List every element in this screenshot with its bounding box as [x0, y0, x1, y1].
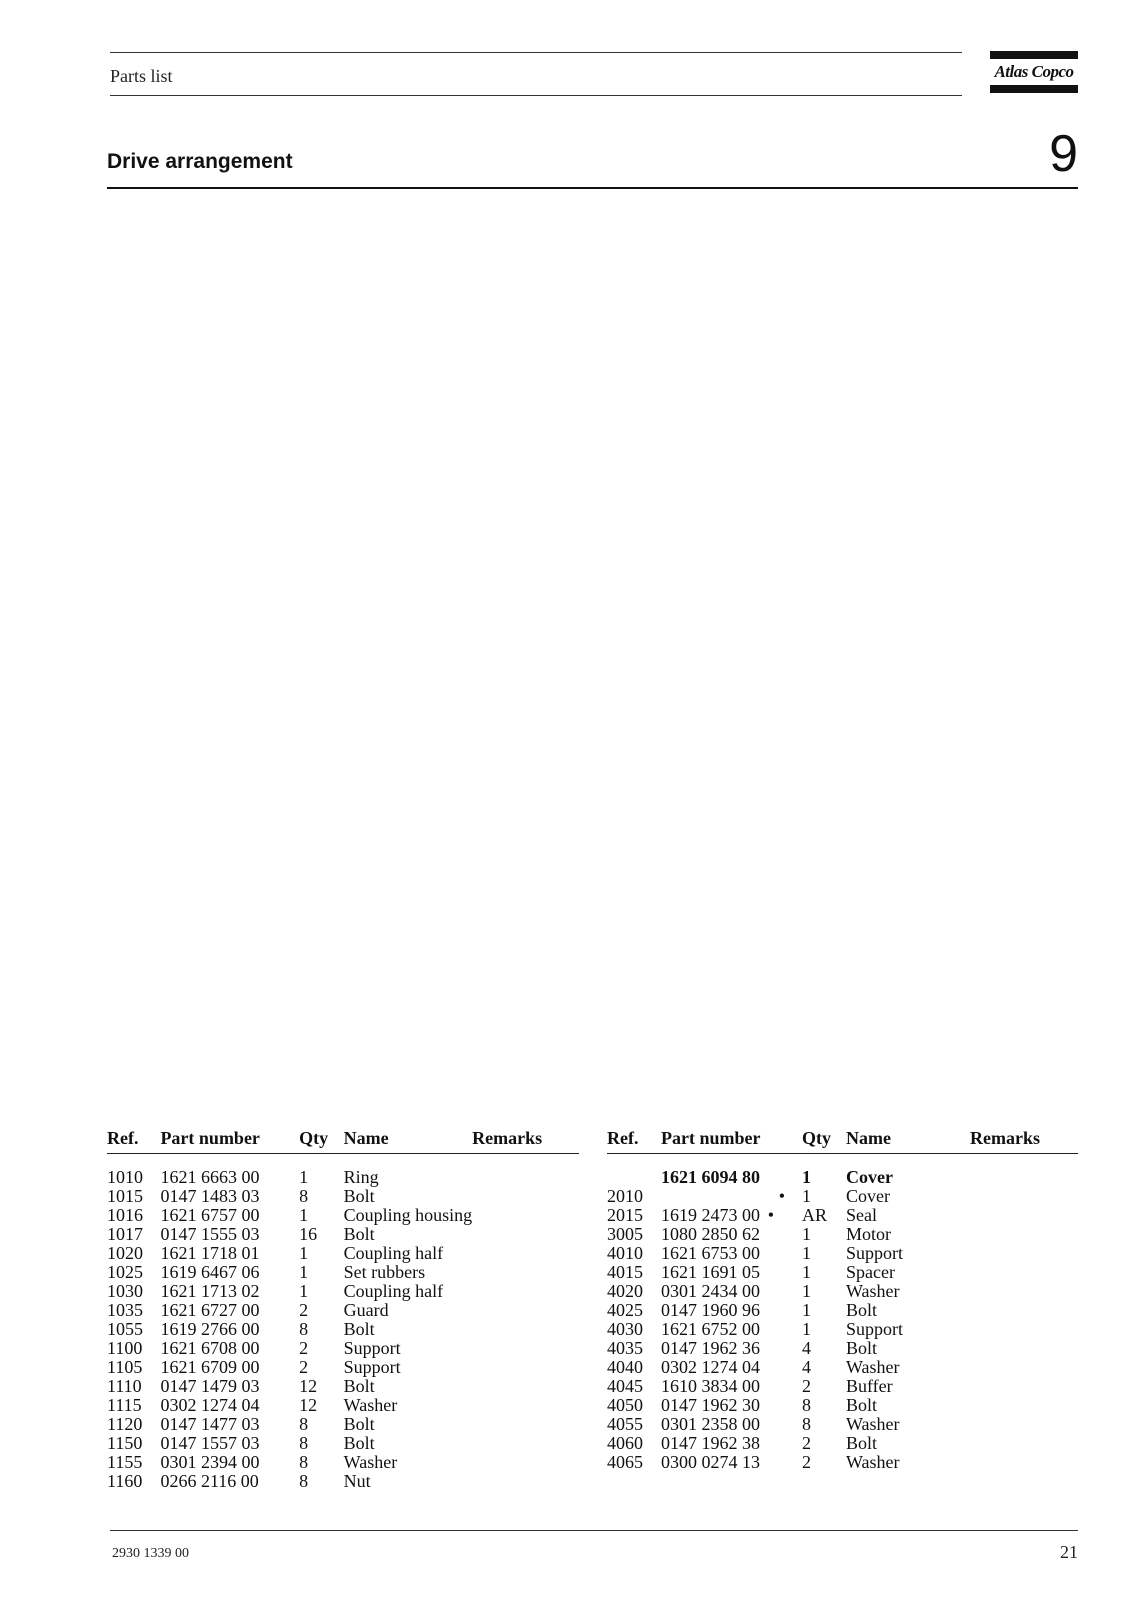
cell-qty: 1: [299, 1167, 309, 1187]
cell-qty: 1: [802, 1243, 811, 1263]
cell-part-number: [160, 1263, 299, 1282]
footer-rule: [110, 1530, 1078, 1531]
cell-qty: 12: [299, 1376, 318, 1396]
table-row: [107, 1206, 579, 1225]
document-number: 2930 1339 00: [112, 1546, 189, 1561]
column-header-name: Name: [344, 1128, 473, 1154]
cell-remarks: [970, 1434, 1078, 1453]
column-header-qty: Qty: [802, 1128, 846, 1154]
cell-part-number: [160, 1377, 299, 1396]
part-number-text: 0147 1483 03: [160, 1186, 260, 1206]
table-row: [107, 1377, 579, 1396]
logo-text: Atlas Copco: [994, 62, 1074, 81]
cell-part-number: [661, 1206, 802, 1225]
parts-table-left-body: [107, 1154, 579, 1492]
brand-logo: [990, 51, 1078, 93]
part-number-text: 0302 1274 04: [661, 1357, 760, 1377]
part-number-text: 1619 2473 00: [661, 1205, 760, 1225]
cell-part-number: [160, 1301, 299, 1320]
kit-marker: •: [778, 1186, 785, 1206]
cell-name: Spacer: [846, 1262, 895, 1282]
table-row: [607, 1263, 1078, 1282]
part-number-text: 0147 1479 03: [160, 1376, 260, 1396]
part-number-text: 0147 1962 30: [661, 1395, 760, 1415]
part-number-text: 0147 1555 03: [160, 1224, 260, 1244]
table-row: [607, 1206, 1078, 1225]
table-row: [107, 1282, 579, 1301]
column-header-qty: Qty: [299, 1128, 344, 1154]
cell-ref: 1010: [107, 1167, 143, 1187]
cell-ref: 1160: [107, 1471, 143, 1491]
parts-table-right: [607, 1128, 1078, 1472]
cell-remarks: [472, 1187, 579, 1206]
cell-name: Buffer: [846, 1376, 893, 1396]
cell-part-number: [661, 1244, 802, 1263]
parts-table-right-body: [607, 1154, 1078, 1473]
table-row: [107, 1244, 579, 1263]
part-number-text: 1621 6752 00: [661, 1319, 760, 1339]
cell-qty: 4: [802, 1357, 811, 1377]
cell-name: Guard: [343, 1300, 389, 1320]
cell-ref: 4015: [607, 1262, 643, 1282]
cell-name: Bolt: [343, 1319, 375, 1339]
cell-remarks: [472, 1358, 579, 1377]
cell-ref: 4020: [607, 1281, 643, 1301]
table-row: [607, 1358, 1078, 1377]
header-rule-bottom: [110, 95, 962, 96]
cell-qty: 1: [299, 1262, 309, 1282]
cell-ref: 4025: [607, 1300, 643, 1320]
cell-ref: 1030: [107, 1281, 143, 1301]
table-row: [107, 1339, 579, 1358]
cell-qty: 2: [299, 1357, 309, 1377]
cell-part-number: [160, 1206, 299, 1225]
cell-remarks: [472, 1415, 579, 1434]
header-rule-top: [110, 52, 962, 53]
table-row: [107, 1187, 579, 1206]
cell-ref: 1025: [107, 1262, 143, 1282]
cell-remarks: [970, 1282, 1078, 1301]
cell-ref: 1155: [107, 1452, 143, 1472]
cell-name: Bolt: [343, 1224, 375, 1244]
cell-name: Ring: [343, 1167, 379, 1187]
cell-name: Nut: [343, 1471, 371, 1491]
table-row: [107, 1472, 579, 1491]
table-row: [107, 1320, 579, 1339]
cell-qty: 8: [299, 1319, 309, 1339]
cell-name: Coupling half: [343, 1281, 444, 1301]
cell-part-number: [160, 1472, 299, 1491]
part-number-text: 0302 1274 04: [160, 1395, 260, 1415]
cell-remarks: [472, 1301, 579, 1320]
table-row: [607, 1339, 1078, 1358]
cell-qty: 1: [802, 1281, 811, 1301]
cell-remarks: [472, 1472, 579, 1491]
cell-ref: 4060: [607, 1433, 643, 1453]
column-header-remarks: Remarks: [970, 1128, 1078, 1154]
cell-qty: 2: [299, 1300, 309, 1320]
table-row: [107, 1168, 579, 1187]
table-row: [107, 1453, 579, 1472]
cell-remarks: [970, 1396, 1078, 1415]
part-number-text: 1621 6709 00: [160, 1357, 260, 1377]
cell-ref: 4010: [607, 1243, 643, 1263]
part-number-text: 1621 6753 00: [661, 1243, 760, 1263]
cell-remarks: [970, 1206, 1078, 1225]
logo-bar-top: [990, 51, 1078, 59]
cell-qty: 8: [299, 1186, 309, 1206]
table-row: [607, 1453, 1078, 1472]
cell-qty: 2: [802, 1376, 811, 1396]
drawing-area: [107, 200, 1078, 1120]
part-number-text: 1621 6757 00: [160, 1205, 260, 1225]
cell-ref: 1035: [107, 1300, 143, 1320]
cell-name: Support: [846, 1319, 904, 1339]
column-header-ref: Ref.: [107, 1128, 160, 1154]
cell-part-number: [661, 1453, 802, 1472]
cell-ref: [607, 1168, 661, 1187]
cell-qty: 8: [299, 1452, 309, 1472]
cell-ref: 4055: [607, 1414, 643, 1434]
part-number-text: 1610 3834 00: [661, 1376, 760, 1396]
cell-ref: 1020: [107, 1243, 143, 1263]
cell-qty: AR: [802, 1205, 828, 1225]
table-row: [607, 1225, 1078, 1244]
cell-remarks: [472, 1282, 579, 1301]
cell-name: Support: [846, 1243, 904, 1263]
table-row: [607, 1377, 1078, 1396]
table-row: [107, 1301, 579, 1320]
part-number-text: 1619 6467 06: [160, 1262, 260, 1282]
part-number-text: 0301 2394 00: [160, 1452, 260, 1472]
cell-name: Motor: [846, 1224, 891, 1244]
cell-part-number: [661, 1339, 802, 1358]
cell-ref: 1100: [107, 1338, 143, 1358]
table-row: [607, 1244, 1078, 1263]
cell-name: Set rubbers: [343, 1262, 426, 1282]
cell-name: Washer: [846, 1452, 900, 1472]
cell-remarks: [472, 1377, 579, 1396]
cell-part-number: [661, 1320, 802, 1339]
part-number-text: 0147 1962 38: [661, 1433, 760, 1453]
column-header-remarks: Remarks: [472, 1128, 579, 1154]
table-row: [607, 1415, 1078, 1434]
parts-table-left: [107, 1128, 579, 1491]
cell-ref: 4030: [607, 1319, 643, 1339]
column-header-part-number: Part number: [661, 1128, 802, 1154]
cell-qty: 1: [299, 1281, 309, 1301]
cell-name: Bolt: [343, 1414, 375, 1434]
table-row: [607, 1282, 1078, 1301]
cell-part-number: [661, 1187, 802, 1206]
cell-part-number: [160, 1358, 299, 1377]
part-number-text: 1621 6708 00: [160, 1338, 260, 1358]
cell-name: Washer: [846, 1357, 900, 1377]
part-number-text: 0301 2358 00: [661, 1414, 760, 1434]
cell-remarks: [970, 1301, 1078, 1320]
table-row: [607, 1301, 1078, 1320]
section-number: 9: [1049, 125, 1078, 183]
cell-remarks: [472, 1434, 579, 1453]
cell-name: Support: [343, 1338, 401, 1358]
cell-part-number: [160, 1434, 299, 1453]
cell-part-number: [661, 1282, 802, 1301]
cell-name: Washer: [343, 1452, 398, 1472]
section-title: Drive arrangement: [107, 150, 293, 173]
part-number-text: 0147 1960 96: [661, 1300, 760, 1320]
cell-qty: 2: [802, 1452, 811, 1472]
table-row: [107, 1434, 579, 1453]
cell-qty: 1: [802, 1319, 811, 1339]
part-number-text: 0147 1477 03: [160, 1414, 260, 1434]
cell-part-number: [661, 1168, 802, 1187]
cell-name: Bolt: [343, 1376, 375, 1396]
cell-part-number: [661, 1377, 802, 1396]
cell-qty: 1: [802, 1224, 811, 1244]
cell-remarks: [472, 1339, 579, 1358]
part-number-text: 0266 2116 00: [160, 1471, 259, 1491]
part-number-text: 1621 6663 00: [160, 1167, 260, 1187]
table-row: [607, 1168, 1078, 1187]
cell-ref: 4040: [607, 1357, 643, 1377]
cell-remarks: [970, 1320, 1078, 1339]
cell-ref: 4045: [607, 1376, 643, 1396]
cell-ref: 1150: [107, 1433, 143, 1453]
part-number-text: 0147 1962 36: [661, 1338, 760, 1358]
cell-part-number: [661, 1225, 802, 1244]
cell-part-number: [661, 1434, 802, 1453]
cell-remarks: [472, 1320, 579, 1339]
logo-bar-bottom: [990, 85, 1078, 93]
header-label: Parts list: [110, 66, 173, 86]
cell-qty: 8: [802, 1414, 811, 1434]
cell-remarks: [970, 1415, 1078, 1434]
cell-ref: 1015: [107, 1186, 143, 1206]
part-number-text: 0147 1557 03: [160, 1433, 260, 1453]
part-number-text: 1621 1718 01: [160, 1243, 260, 1263]
cell-ref: 1016: [107, 1205, 143, 1225]
cell-remarks: [970, 1187, 1078, 1206]
cell-qty: 1: [802, 1300, 811, 1320]
cell-qty: 16: [299, 1224, 318, 1244]
cell-qty: 2: [802, 1433, 811, 1453]
cell-remarks: [472, 1244, 579, 1263]
cell-name: Cover: [846, 1186, 890, 1206]
table-row: [107, 1396, 579, 1415]
cell-qty: 8: [299, 1433, 309, 1453]
cell-part-number: [661, 1415, 802, 1434]
cell-remarks: [970, 1225, 1078, 1244]
table-row: [607, 1396, 1078, 1415]
cell-part-number: [160, 1396, 299, 1415]
cell-remarks: [970, 1358, 1078, 1377]
cell-part-number: [160, 1187, 299, 1206]
cell-qty: 8: [802, 1395, 811, 1415]
cell-name: Bolt: [343, 1433, 375, 1453]
cell-qty: 1: [802, 1186, 811, 1206]
cell-part-number: [160, 1168, 299, 1187]
cell-remarks: [472, 1453, 579, 1472]
cell-name: Support: [343, 1357, 401, 1377]
cell-remarks: [970, 1168, 1078, 1187]
cell-qty: 1: [299, 1205, 309, 1225]
cell-part-number: [160, 1415, 299, 1434]
table-row: [607, 1434, 1078, 1453]
cell-qty: 4: [802, 1338, 811, 1358]
cell-qty: 8: [299, 1471, 309, 1491]
cell-ref: 2015: [607, 1205, 643, 1225]
table-header-row: [107, 1128, 579, 1154]
cell-part-number: [160, 1282, 299, 1301]
cell-qty: 8: [299, 1414, 309, 1434]
cell-ref: 3005: [607, 1224, 643, 1244]
cell-remarks: [472, 1206, 579, 1225]
cell-remarks: [970, 1377, 1078, 1396]
table-row: [107, 1415, 579, 1434]
cell-qty: 1: [299, 1243, 309, 1263]
cell-part-number: [160, 1320, 299, 1339]
section-rule: [107, 187, 1078, 189]
cell-remarks: [970, 1453, 1078, 1472]
cell-part-number: [661, 1301, 802, 1320]
cell-name: Bolt: [846, 1395, 878, 1415]
cell-ref: 2010: [607, 1186, 643, 1206]
cell-name: Washer: [846, 1414, 900, 1434]
cell-name: Washer: [343, 1395, 398, 1415]
table-row: [607, 1187, 1078, 1206]
kit-marker: •: [767, 1205, 774, 1225]
cell-ref: 1105: [107, 1357, 143, 1377]
table-row: [607, 1320, 1078, 1339]
cell-part-number: [661, 1263, 802, 1282]
cell-part-number: [661, 1396, 802, 1415]
cell-ref: 4065: [607, 1452, 643, 1472]
cell-qty: 1: [802, 1167, 811, 1187]
cell-ref: 1110: [107, 1376, 142, 1396]
cell-part-number: [661, 1358, 802, 1377]
cell-ref: 4050: [607, 1395, 643, 1415]
part-number-text: 1621 1713 02: [160, 1281, 260, 1301]
table-header-row: [607, 1128, 1078, 1154]
cell-name: Bolt: [846, 1300, 878, 1320]
cell-part-number: [160, 1244, 299, 1263]
part-number-text: 1621 1691 05: [661, 1262, 760, 1282]
cell-name: Washer: [846, 1281, 900, 1301]
page-number: 21: [1060, 1542, 1078, 1562]
cell-ref: 1017: [107, 1224, 143, 1244]
cell-name: Cover: [846, 1167, 893, 1187]
cell-qty: 1: [802, 1262, 811, 1282]
cell-remarks: [472, 1396, 579, 1415]
cell-ref: 4035: [607, 1338, 643, 1358]
cell-name: Bolt: [343, 1186, 375, 1206]
cell-name: Coupling housing: [343, 1205, 473, 1225]
column-header-part-number: Part number: [160, 1128, 299, 1154]
cell-remarks: [472, 1168, 579, 1187]
cell-remarks: [472, 1225, 579, 1244]
table-row: [107, 1225, 579, 1244]
cell-part-number: [160, 1339, 299, 1358]
cell-name: Bolt: [846, 1433, 878, 1453]
cell-remarks: [970, 1263, 1078, 1282]
cell-ref: 1055: [107, 1319, 143, 1339]
table-row: [107, 1358, 579, 1377]
cell-name: Coupling half: [343, 1243, 444, 1263]
column-header-ref: Ref.: [607, 1128, 661, 1154]
part-number-text: 1619 2766 00: [160, 1319, 260, 1339]
part-number-text: 1080 2850 62: [661, 1224, 760, 1244]
table-row: [107, 1263, 579, 1282]
cell-name: Bolt: [846, 1338, 878, 1358]
part-number-text: 0300 0274 13: [661, 1452, 760, 1472]
part-number-text: 1621 6094 80: [661, 1167, 760, 1187]
cell-qty: 2: [299, 1338, 309, 1358]
cell-remarks: [970, 1339, 1078, 1358]
cell-ref: 1115: [107, 1395, 142, 1415]
cell-part-number: [160, 1453, 299, 1472]
cell-ref: 1120: [107, 1414, 143, 1434]
cell-name: Seal: [846, 1205, 877, 1225]
cell-qty: 12: [299, 1395, 318, 1415]
part-number-text: 1621 6727 00: [160, 1300, 260, 1320]
cell-remarks: [472, 1263, 579, 1282]
column-header-name: Name: [846, 1128, 970, 1154]
part-number-text: 0301 2434 00: [661, 1281, 760, 1301]
cell-remarks: [970, 1244, 1078, 1263]
cell-part-number: [160, 1225, 299, 1244]
